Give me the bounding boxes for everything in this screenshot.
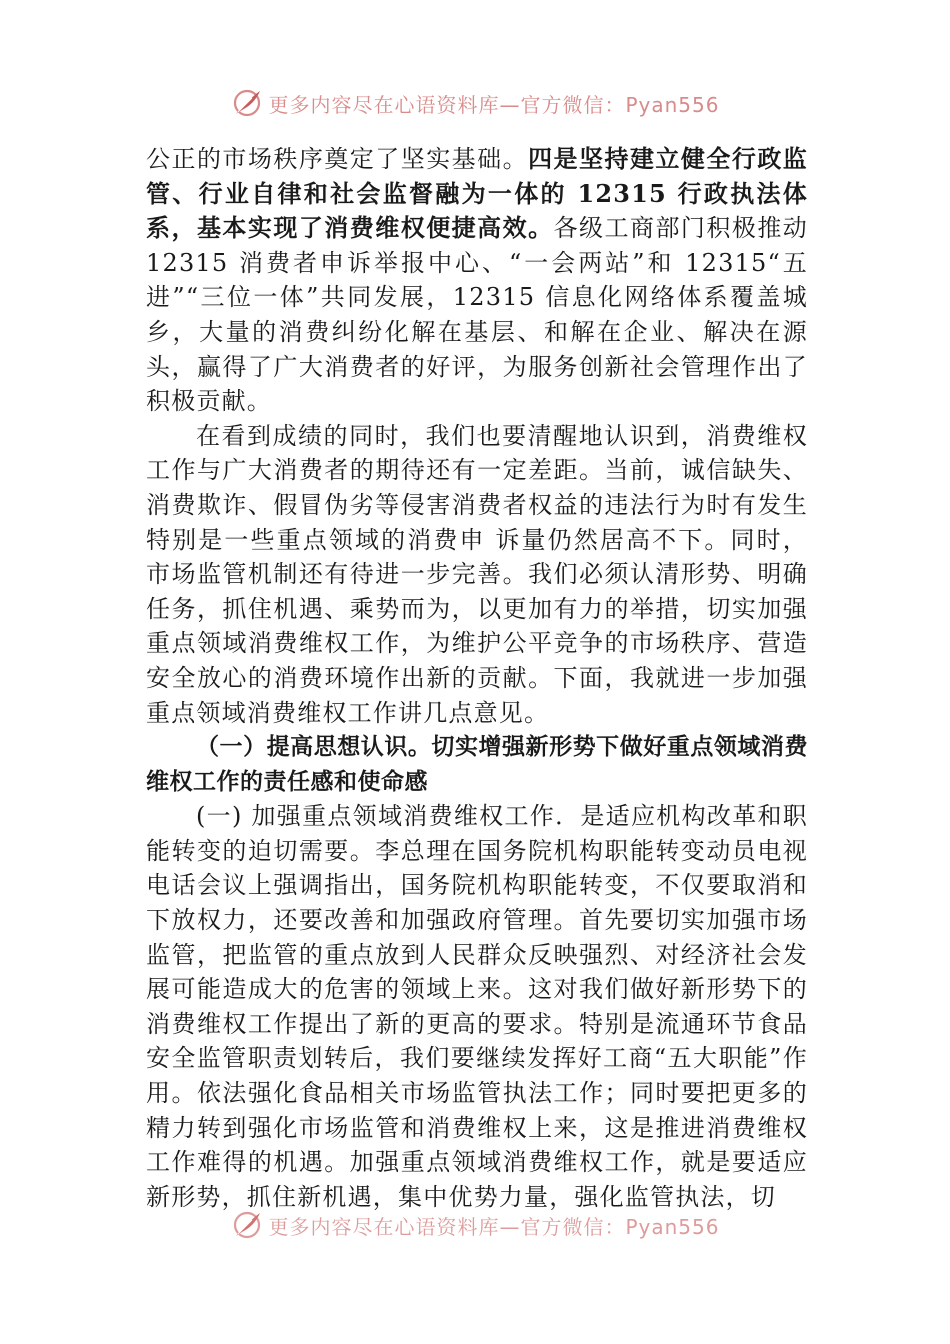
paragraph-1 (146, 142, 808, 419)
paragraph-2: 在看到成绩的同时，我们也要清醒地认识到，消费维权工作与广大消费者的期待还有一定差距。当前，诚信缺失、消费欺诈、假冒伪劣等侵害消费者权益的违法行为时有发生特别是一些重点领域的消费申 诉量仍然居高不下。同时，市场监管机制还有待进一步完善。我们必须认清形势、明确任务，抓住机遇、乘势而为，以更加有力的举措，切实加强重点领域消费维权工作，为维护公平竞争的市场秩序、营造安全放心的消费环境作出新的贡献。下面，我就进一步加强重点领域消费维权工作讲几点意见。 (146, 421, 808, 727)
paragraph-1-run-3: 各级工商部门积极推动 12315 消费者申诉举报中心、“一会两站”和 12315“五进”“三位一体”共同发展，12315 信息化网络体系覆盖城乡，大量的消费纠纷化解在基层、和解在企业、解决在源头，赢得了广大消费者的好评，为服务创新社会管理作出了积极贡献。 (146, 214, 809, 416)
watermark-text: 更多内容尽在心语资料库—官方微信：Pyan556 (268, 1214, 720, 1239)
document-body (146, 142, 808, 1214)
paragraph-1-run-1: 公正的市场秩序奠定了坚实基础。 (146, 145, 529, 173)
feather-pen-logo-icon (230, 86, 264, 120)
paragraph-3: (一) 加强重点领域消费维权工作．是适应机构改革和职能转变的迫切需要。李总理在国务院机构职能转变动员电视电话会议上强调指出，国务院机构职能转变，不仅要取消和下放权力，还要改善和加强政府管理。首先要切实加强市场监管，把监管的重点放到人民群众反映强烈、对经济社会发展可能造成大的危害的领域上来。这对我们做好新形势下的消费维权工作提出了新的更高的要求。特别是流通环节食品安全监管职责划转后，我们要继续发挥好工商“五大职能”作用。依法强化食品相关市场监管执法工作；同时要把更多的精力转到强化市场监管和消费维权上来，这是推进消费维权工作难得的机遇。加强重点领域消费维权工作，就是要适应新形势，抓住新机遇，集中优势力量，强化监管执法，切 (146, 802, 808, 1211)
watermark-text: 更多内容尽在心语资料库—官方微信：Pyan556 (268, 92, 720, 117)
paragraph-1-run-2-bold: 四是坚持建立健全行政监管、行业自律和社会监督融为一体的 12315 行政执法体系，基本实现了消费维权便捷高效。 (146, 144, 808, 243)
feather-pen-logo-icon (230, 1208, 264, 1242)
section-heading: （一）提高思想认识。切实增强新形势下做好重点领域消费维权工作的责任感和使命感 (146, 734, 808, 795)
watermark-header (0, 86, 950, 120)
watermark-footer (0, 1208, 950, 1242)
